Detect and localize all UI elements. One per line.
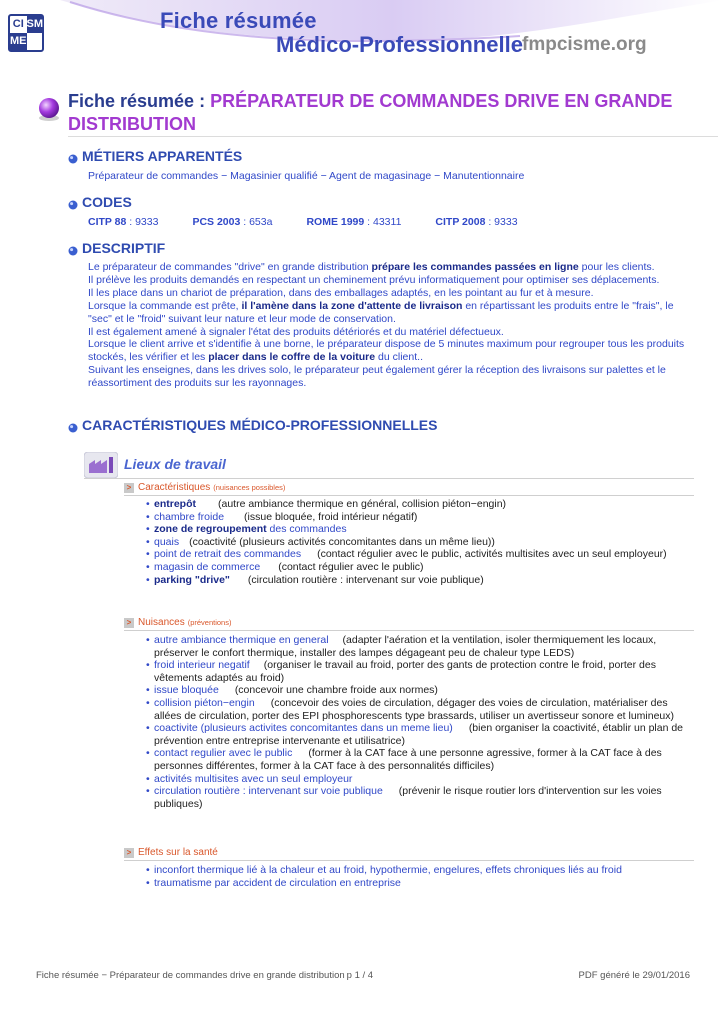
blue-bullet-icon [68,200,78,210]
list-item: • froid interieur negatif (organiser le travail au froid, porter des gants de protection contre le froid, porter des vêtements adaptés au froid) [146,659,691,684]
section-heading-metiers: MÉTIERS APPARENTÉS [68,148,242,164]
subheading-nuisances: > Nuisances (préventions) [124,617,231,628]
list-item: • chambre froide (issue bloquée, froid intérieur négatif) [146,511,691,524]
brand-site: fmpcisme.org [522,34,647,55]
subheading-divider [124,860,694,861]
subheading-caracteristiques: > Caractéristiques (nuisances possibles) [124,482,285,493]
code-rome1999: ROME 1999 : 43311 [306,216,402,228]
blue-bullet-icon [68,246,78,256]
section-heading-caracteristiques: CARACTÉRISTIQUES MÉDICO-PROFESSIONNELLES [68,417,437,433]
list-item: • magasin de commerce (contact régulier avec le public) [146,561,691,574]
cisme-logo: CI SM ME [8,14,44,52]
effets-list [146,864,691,889]
list-item: • zone de regroupement des commandes [146,523,691,536]
list-item: • point de retrait des commandes (contact régulier avec le public, activités multisites avec un seul employeur) [146,548,691,561]
page-footer [36,970,690,981]
page-header [0,0,724,80]
list-item: • inconfort thermique lié à la chaleur et au froid, hypothermie, engelures, effets chroniques liés au froid [146,864,691,877]
nuisances-list [146,634,691,810]
section-heading-codes: CODES [68,194,132,210]
blue-bullet-icon [68,423,78,433]
list-item: • quais (coactivité (plusieurs activités concomitantes dans un même lieu)) [146,536,691,549]
brand-line1: Fiche résumée [160,8,317,33]
lieux-divider [84,478,694,479]
subheading-effets: > Effets sur la santé [124,847,218,858]
list-item: • issue bloquée (concevoir une chambre froide aux normes) [146,684,691,697]
metiers-text: Préparateur de commandes − Magasinier qualifié − Agent de magasinage − Manutentionnaire [88,170,525,182]
section-heading-descriptif: DESCRIPTIF [68,240,165,256]
chevron-right-icon: > [124,618,134,628]
page-title: Fiche résumée : PRÉPARATEUR DE COMMANDES DRIVE EN GRANDE DISTRIBUTION [68,91,673,134]
chevron-right-icon: > [124,483,134,493]
subheading-divider [124,630,694,631]
list-item: • parking "drive" (circulation routière : intervenant sur voie publique) [146,574,691,587]
subheading-divider [124,495,694,496]
chevron-right-icon: > [124,848,134,858]
code-pcs2003: PCS 2003 : 653a [192,216,273,228]
title-divider [68,136,718,137]
factory-icon [84,452,118,478]
code-citp2008: CITP 2008 : 9333 [435,216,518,228]
list-item: • collision piéton−engin (concevoir des voies de circulation, dégager des voies de circulation, matérialiser des allées de circulation, porter des EPI phosphorescents type brassards, utiliser un avertisseur sonore et lumineux) [146,697,691,722]
purple-sphere-icon [36,96,62,122]
footer-right: PDF généré le 29/01/2016 [578,970,690,981]
list-item: • contact regulier avec le public (former à la CAT face à une personne agressive, former à la CAT face à des personnes différentes, former à la CAT face à des personnalités difficiles) [146,747,691,772]
footer-left: Fiche résumée − Préparateur de commandes drive en grande distribution p 1 / 4 [36,970,374,981]
lieux-title: Lieux de travail [124,456,226,472]
list-item: • activités multisites avec un seul employeur [146,773,691,786]
list-item: • entrepôt (autre ambiance thermique en général, collision piéton−engin) [146,498,691,511]
brand-line2: Médico-Professionnelle [276,32,523,57]
blue-bullet-icon [68,154,78,164]
carac-list [146,498,691,586]
codes-row [88,216,708,228]
code-citp88: CITP 88 : 9333 [88,216,159,228]
descriptif-text: Le préparateur de commandes "drive" en grande distribution prépare les commandes passées en ligne pour les clients. Il prélève les produits demandés en respectant un cheminement prévu informatiquement pour optimiser ses déplacements. Il les place dans un chariot de préparation, dans des emballages adaptés, en les pointant au fur et à mesure. Lorsque la commande est prête, il l'amène dans la zone d'attente de livraison en répartissant les produits entre le "frais", le "sec" et le "froid" suivant leur nature et leur mode de conservation. Il est également amené à signaler l'état des produits détériorés et du matériel défectueux. Lorsque le client arrive et s'identifie à une borne, le préparateur dispose de 5 minutes maximum pour regrouper tous les produits stockés, les vérifier et les placer dans le coffre de la voiture du client.. Suivant les enseignes, dans les drives solo, le préparateur peut également gérer la réception des livraisons sur palettes et le réassortiment des produits sur les rayonnages. [88,261,685,390]
list-item: • circulation routière : intervenant sur voie publique (prévenir le risque routier lors d'intervention sur les voies publiques) [146,785,691,810]
list-item: • autre ambiance thermique en general (adapter l'aération et la ventilation, isoler thermiquement les locaux, préserver le confort thermique, installer des lampes dégageant peu de chaleur type LEDS) [146,634,691,659]
list-item: • traumatisme par accident de circulation en entreprise [146,877,691,890]
list-item: • coactivite (plusieurs activites concomitantes dans un meme lieu) (bien organiser la coactivité, établir un plan de prévention entre entreprise intervenante et utilisatrice) [146,722,691,747]
